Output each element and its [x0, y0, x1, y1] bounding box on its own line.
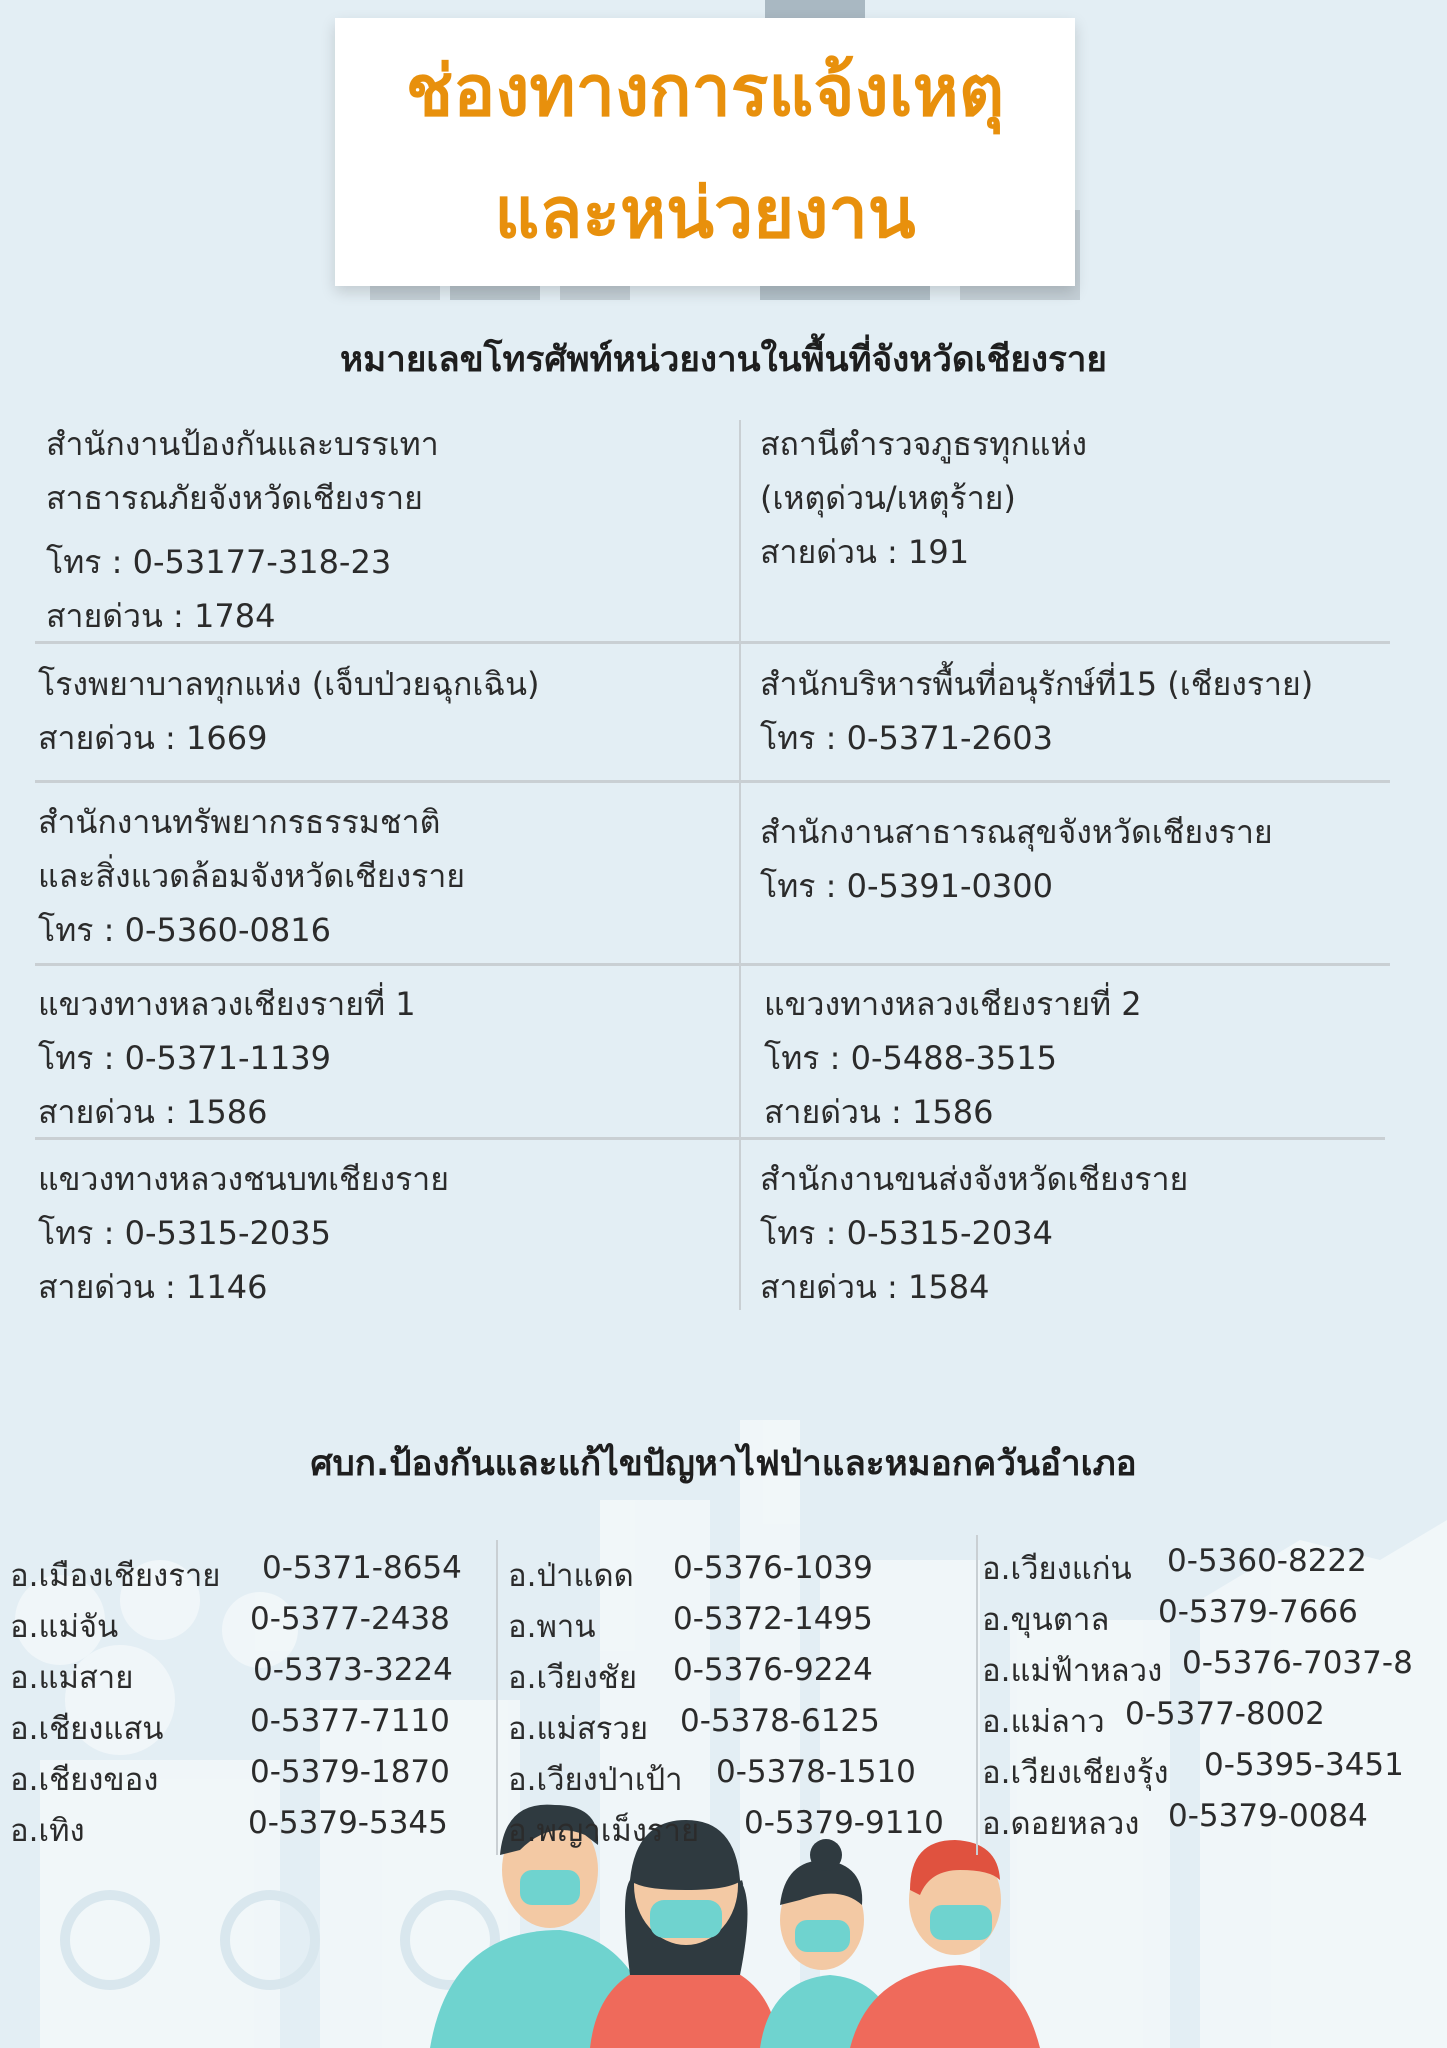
agency-line: แขวงทางหลวงเชียงรายที่ 2: [764, 985, 1142, 1023]
agency-line: สำนักงานป้องกันและบรรเทา: [46, 425, 439, 463]
section-heading-agencies: หมายเลขโทรศัพท์หน่วยงานในพื้นที่จังหวัดเชียงราย: [340, 340, 1107, 380]
agency-line: โทร : 0-5488-3515: [764, 1039, 1057, 1077]
agency-line: โทร : 0-5315-2035: [38, 1214, 331, 1252]
district-name: อ.ขุนตาล: [982, 1602, 1110, 1638]
district-column-divider: [496, 1540, 498, 1855]
agency-line: สายด่วน : 1586: [38, 1093, 268, 1131]
agency-cell: [38, 795, 465, 957]
agency-cell: [764, 977, 1142, 1139]
district-phone: 0-5377-7110: [250, 1703, 450, 1739]
district-phone: 0-5377-2438: [250, 1601, 450, 1637]
district-name: อ.เวียงชัย: [508, 1660, 637, 1696]
title-line-2: และหน่วยงาน: [494, 172, 916, 254]
district-phone: 0-5371-8654: [262, 1550, 462, 1586]
district-name: อ.ดอยหลวง: [982, 1806, 1140, 1842]
grid-vertical-divider: [739, 420, 741, 1310]
agency-line: สำนักบริหารพื้นที่อนุรักษ์ที่15 (เชียงราย): [760, 665, 1314, 703]
district-phone: 0-5378-6125: [680, 1703, 880, 1739]
agency-cell: [46, 417, 439, 643]
agency-line: โทร : 0-53177-318-23: [46, 543, 392, 581]
agency-line: โทร : 0-5391-0300: [760, 867, 1053, 905]
agency-line: สำนักงานทรัพยากรธรรมชาติ: [38, 803, 441, 841]
agency-cell: [760, 657, 1313, 765]
agency-line: (เหตุด่วน/เหตุร้าย): [760, 479, 1016, 517]
district-phone: 0-5360-8222: [1167, 1543, 1367, 1579]
district-phone: 0-5373-3224: [253, 1652, 453, 1688]
agency-cell: [38, 657, 539, 765]
agency-line: สำนักงานขนส่งจังหวัดเชียงราย: [760, 1160, 1189, 1198]
district-phone: 0-5372-1495: [673, 1601, 873, 1637]
agency-line: สายด่วน : 1669: [38, 719, 268, 757]
agency-line: สาธารณภัยจังหวัดเชียงราย: [46, 479, 423, 517]
agency-line: โทร : 0-5360-0816: [38, 911, 331, 949]
agency-line: โทร : 0-5371-1139: [38, 1039, 331, 1077]
district-phone: 0-5379-0084: [1168, 1798, 1368, 1834]
agency-cell: [760, 417, 1087, 579]
district-phone: 0-5379-7666: [1158, 1594, 1358, 1630]
agency-cell: [38, 977, 416, 1139]
agency-line: โรงพยาบาลทุกแห่ง (เจ็บป่วยฉุกเฉิน): [38, 665, 540, 703]
section-heading-districts: ศบก.ป้องกันและแก้ไขปัญหาไฟป่าและหมอกควันอำเภอ: [310, 1444, 1137, 1484]
agency-line: แขวงทางหลวงเชียงรายที่ 1: [38, 985, 416, 1023]
agency-line: สายด่วน : 191: [760, 533, 970, 571]
agency-line: โทร : 0-5315-2034: [760, 1214, 1053, 1252]
district-name: อ.แม่ฟ้าหลวง: [982, 1653, 1163, 1689]
district-phone: 0-5376-7037-8: [1182, 1645, 1413, 1681]
agency-line: สายด่วน : 1784: [46, 597, 276, 635]
district-name: อ.ป่าแดด: [508, 1558, 634, 1594]
district-phone: 0-5379-9110: [744, 1805, 944, 1841]
district-name: อ.แม่สรวย: [508, 1711, 649, 1747]
grid-row-divider: [35, 963, 1390, 966]
district-name: อ.แม่ลาว: [982, 1704, 1105, 1740]
agency-line: สำนักงานสาธารณสุขจังหวัดเชียงราย: [760, 813, 1273, 851]
agency-line: สายด่วน : 1146: [38, 1268, 268, 1306]
district-name: อ.เวียงเชียงรุ้ง: [982, 1755, 1169, 1791]
grid-row-divider: [35, 780, 1390, 783]
district-phone: 0-5395-3451: [1204, 1747, 1404, 1783]
district-name: อ.แม่สาย: [10, 1660, 134, 1696]
agency-line: สายด่วน : 1584: [760, 1268, 990, 1306]
grid-row-divider: [35, 1137, 1385, 1140]
agency-line: สายด่วน : 1586: [764, 1093, 994, 1131]
agency-line: แขวงทางหลวงชนบทเชียงราย: [38, 1160, 450, 1198]
district-name: อ.เชียงแสน: [10, 1711, 164, 1747]
district-name: อ.เมืองเชียงราย: [10, 1558, 221, 1594]
district-name: อ.แม่จัน: [10, 1609, 119, 1645]
district-phone: 0-5377-8002: [1125, 1696, 1325, 1732]
district-name: อ.พญาเม็งราย: [508, 1813, 700, 1849]
district-name: อ.เวียงแก่น: [982, 1551, 1132, 1587]
agency-line: และสิ่งแวดล้อมจังหวัดเชียงราย: [38, 857, 466, 895]
district-name: อ.เวียงป่าเป้า: [508, 1762, 683, 1798]
title-box: [335, 18, 1075, 286]
district-name: อ.เชียงของ: [10, 1762, 159, 1798]
district-phone: 0-5378-1510: [716, 1754, 916, 1790]
district-phone: 0-5379-5345: [248, 1805, 448, 1841]
agency-line: โทร : 0-5371-2603: [760, 719, 1053, 757]
district-column-divider: [976, 1535, 978, 1855]
agency-cell: [760, 1152, 1188, 1314]
district-name: อ.พาน: [508, 1609, 596, 1645]
title-line-1: ช่องทางการแจ้งเหตุ: [405, 50, 1005, 132]
district-name: อ.เทิง: [10, 1813, 85, 1849]
agency-line: สถานีตำรวจภูธรทุกแห่ง: [760, 425, 1088, 463]
agency-cell: [38, 1152, 449, 1314]
agency-cell: [760, 805, 1273, 913]
district-phone: 0-5376-9224: [673, 1652, 873, 1688]
grid-row-divider: [35, 641, 1390, 644]
district-phone: 0-5379-1870: [250, 1754, 450, 1790]
district-phone: 0-5376-1039: [673, 1550, 873, 1586]
